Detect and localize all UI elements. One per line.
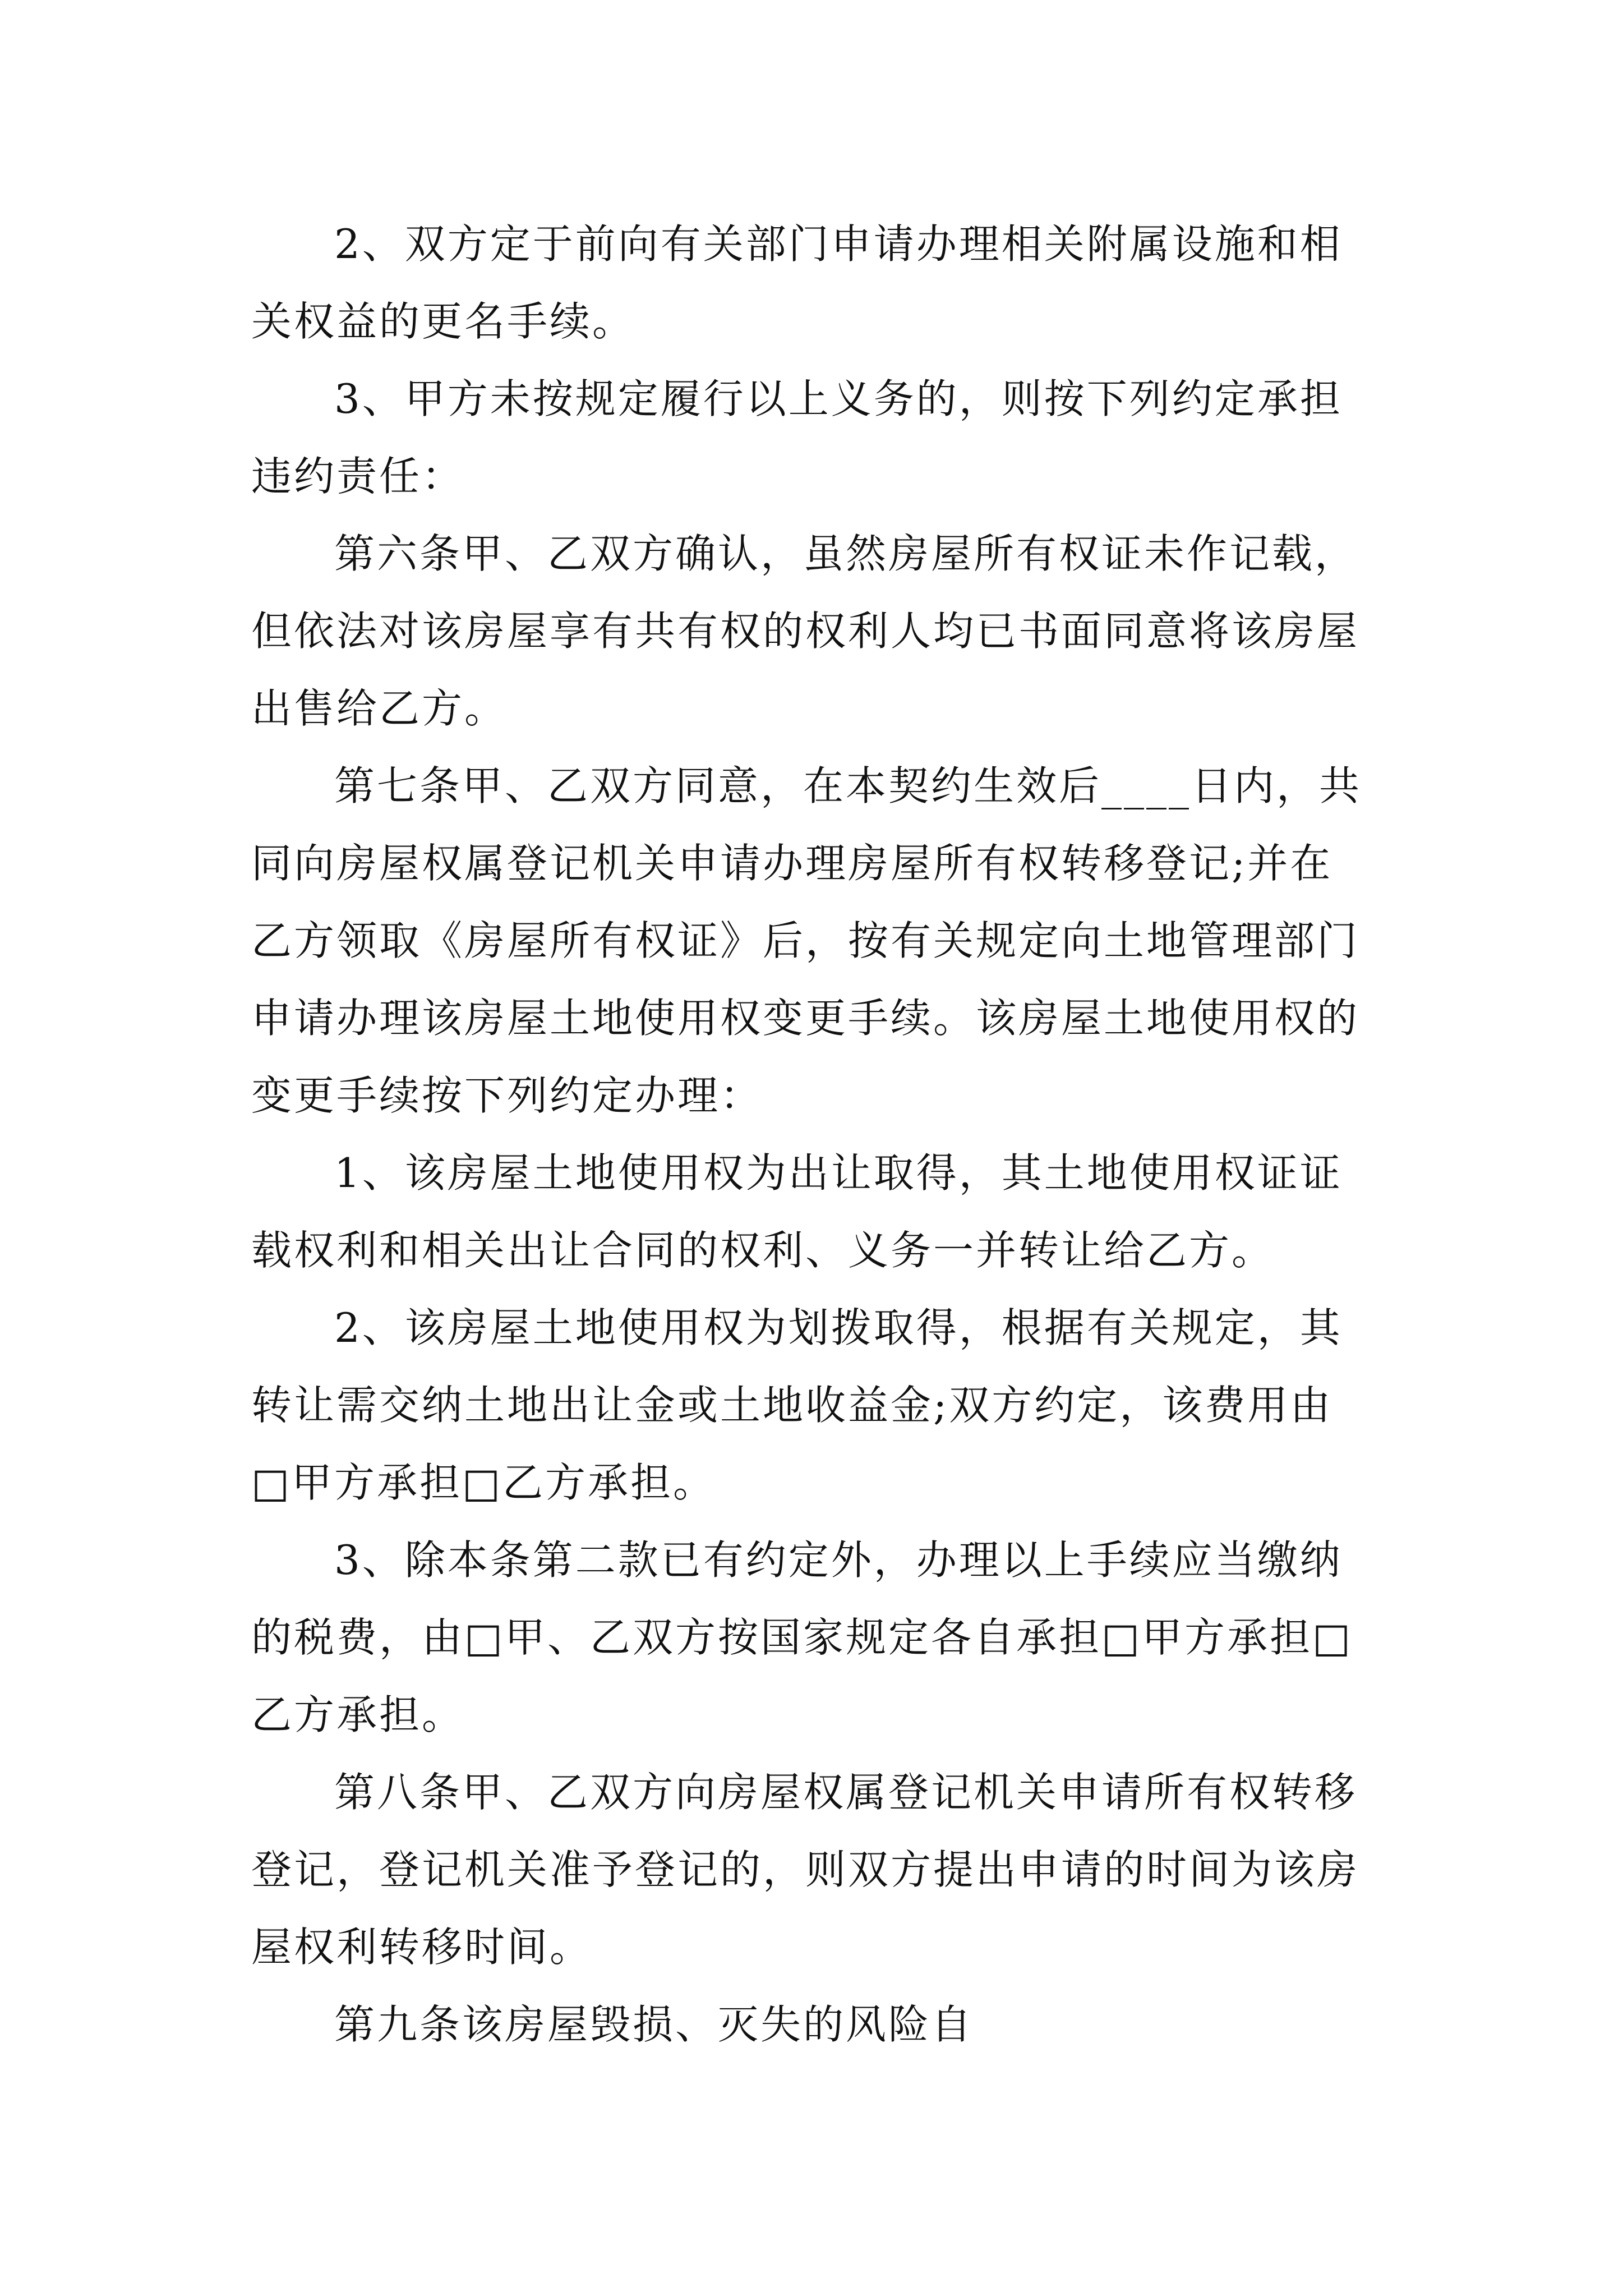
paragraph-item-2-rename: 2、双方定于前向有关部门申请办理相关附属设施和相关权益的更名手续。: [251, 220, 1343, 345]
paragraph-article-8: 第八条甲、乙双方向房屋权属登记机关申请所有权转移登记，登记机关准予登记的，则双方提出申请的时间为该房屋权利转移时间。: [251, 1769, 1360, 1971]
paragraph-article-6: 第六条甲、乙双方确认，虽然房屋所有权证未作记载，但依法对该房屋享有共有权的权利人均已书面同意将该房屋出售给乙方。: [251, 530, 1360, 732]
paragraph-article-9: 第九条该房屋毁损、灭失的风险自: [334, 2001, 974, 2048]
paragraph-article-7: 第七条甲、乙双方同意，在本契约生效后____日内，共同向房屋权属登记机关申请办理房屋所有权转移登记;并在乙方领取《房屋所有权证》后，按有关规定向土地管理部门申请办理该房屋土地使用权变更手续。该房屋土地使用权的变更手续按下列约定办理：: [251, 762, 1362, 1119]
paragraph-article-7-item-2: 2、该房屋土地使用权为划拨取得，根据有关规定，其转让需交纳土地出让金或土地收益金;双方约定，该费用由□甲方承担□乙方承担。: [251, 1304, 1343, 1506]
paragraph-article-7-item-3: 3、除本条第二款已有约定外，办理以上手续应当缴纳的税费，由□甲、乙双方按国家规定各自承担□甲方承担□乙方承担。: [251, 1536, 1353, 1738]
paragraph-item-3-liability: 3、甲方未按规定履行以上义务的，则按下列约定承担违约责任：: [251, 375, 1343, 500]
paragraph-article-7-item-1: 1、该房屋土地使用权为出让取得，其土地使用权证证载权利和相关出让合同的权利、义务一并转让给乙方。: [251, 1149, 1343, 1274]
document-body: [251, 205, 1373, 2063]
